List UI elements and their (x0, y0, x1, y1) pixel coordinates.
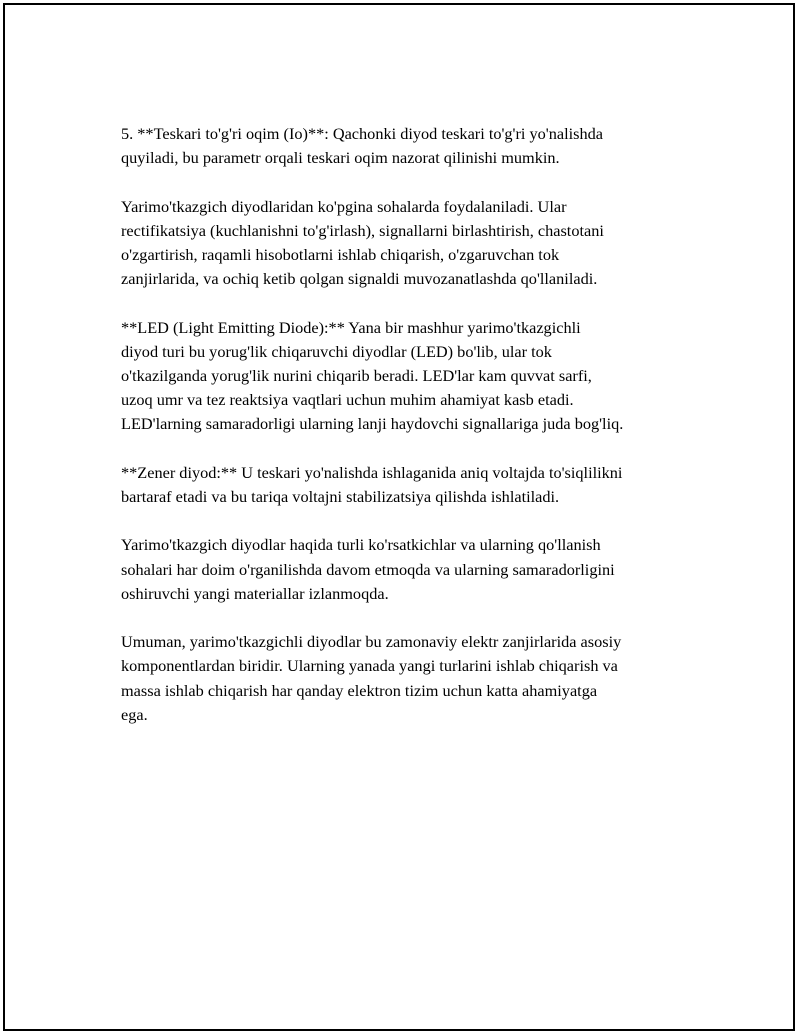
paragraph-led (121, 316, 701, 437)
page-frame (3, 3, 795, 1031)
document-body (121, 122, 701, 751)
text-line: LED'larning samaradorligi ularning lanji haydovchi signallariga juda bog'liq. (121, 414, 624, 434)
text-line: Umuman, yarimo'tkazgichli diyodlar bu zamonaviy elektr zanjirlarida asosiy (121, 632, 622, 652)
text-line: 5. **Teskari to'g'ri oqim (Io)**: Qachonki diyod teskari to'g'ri yo'nalishda (121, 124, 603, 143)
text-line: Yarimo'tkazgich diyodlar haqida turli ko'rsatkichlar va ularning qo'llanish (121, 535, 601, 555)
text-line: ega. (121, 704, 148, 724)
text-line: bartaraf etadi va bu tariqa voltajni stabilizatsiya qilishda ishlatiladi. (121, 487, 560, 506)
text-line: Yarimo'tkazgich diyodlaridan ko'pgina sohalarda foydalaniladi. Ular (121, 196, 567, 216)
paragraph-zener-diode (121, 461, 701, 509)
text-line: zanjirlarida, va ochiq ketib qolgan signaldi muvozanatlashda qo'llaniladi. (121, 269, 598, 289)
text-line: komponentlardan biridir. Ularning yanada yangi turlarini ishlab chiqarish va (121, 656, 618, 676)
paragraph-diode-applications (121, 195, 701, 292)
text-line: **Zener diyod:** U teskari yo'nalishda ishlaganida aniq voltajda to'siqlilikni (121, 462, 623, 482)
paragraph-conclusion (121, 630, 701, 727)
text-line: massa ishlab chiqarish har qanday elektron tizim uchun katta ahamiyatga (121, 680, 598, 700)
text-line: o'zgartirish, raqamli hisobotlarni ishlab chiqarish, o'zgaruvchan tok (121, 245, 560, 264)
text-line: **LED (Light Emitting Diode):** Yana bir mashhur yarimo'tkazgichli (121, 317, 581, 337)
text-line: sohalari har doim o'rganilishda davom etmoqda va ularning samaradorligini (121, 559, 615, 579)
text-line: diyod turi bu yorug'lik chiqaruvchi diyodlar (LED) bo'lib, ular tok (121, 341, 552, 361)
text-line: oshiruvchi yangi materiallar izlanmoqda. (121, 583, 389, 603)
text-line: rectifikatsiya (kuchlanishni to'g'irlash), signallarni birlashtirish, chastotani (121, 220, 604, 240)
paragraph-research (121, 533, 701, 606)
paragraph-reverse-current (121, 122, 701, 170)
text-line: uzoq umr va tez reaktsiya vaqtlari uchun muhim ahamiyat kasb etadi. (121, 390, 574, 410)
text-line: quyiladi, bu parametr orqali teskari oqim nazorat qilinishi mumkin. (121, 148, 560, 168)
text-line: o'tkazilganda yorug'lik nurini chiqarib beradi. LED'lar kam quvvat sarfi, (121, 366, 592, 385)
